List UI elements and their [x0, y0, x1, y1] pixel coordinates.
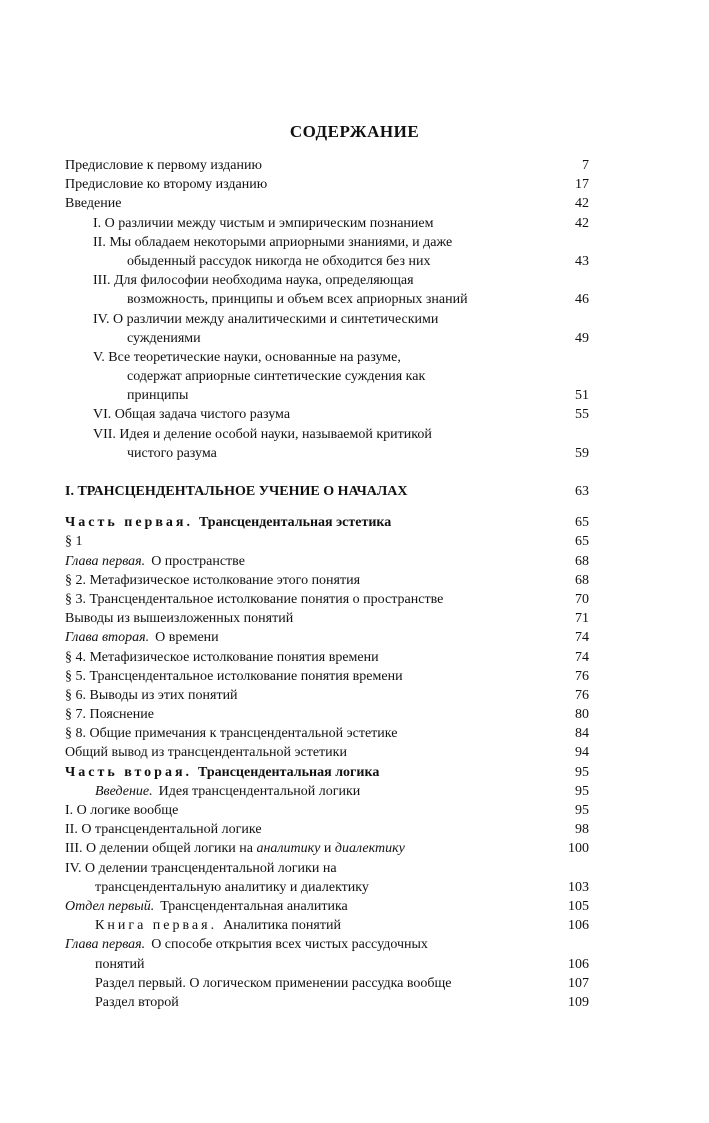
page-number: 80	[575, 707, 589, 723]
page-number: 42	[575, 196, 589, 212]
toc-entry[interactable]: Раздел второй 109	[65, 993, 589, 1012]
toc-entry[interactable]: § 8. Общие примечания к трансцендентальной эстетике 84	[65, 724, 589, 743]
page-number: 59	[575, 445, 589, 461]
page-number: 84	[575, 726, 589, 742]
toc-entry[interactable]: § 7. Пояснение 80	[65, 705, 589, 724]
toc-entry[interactable]: понятий 106	[65, 955, 589, 974]
toc-entry[interactable]: Раздел первый. О логическом применении рассудка вообще 107	[65, 974, 589, 993]
page-number: 17	[575, 177, 589, 193]
toc-entry[interactable]: Часть первая. Трансцендентальная эстетика 65	[65, 513, 589, 532]
page-number: 95	[575, 783, 589, 799]
page-number: 105	[568, 898, 589, 914]
page-number: 76	[575, 687, 589, 703]
toc-entry[interactable]: I. О логике вообще 95	[65, 801, 589, 820]
page-number: 76	[575, 668, 589, 684]
toc-entry[interactable]: возможность, принципы и объем всех априорных знаний 46	[65, 290, 589, 309]
page-number: 51	[575, 388, 589, 404]
toc-entry[interactable]: Введение 42	[65, 194, 589, 213]
toc-entry[interactable]: Общий вывод из трансцендентальной эстетики 94	[65, 743, 589, 762]
page-number: 71	[575, 611, 589, 627]
toc-entry[interactable]: Отдел первый. Трансцендентальная аналитика 105	[65, 897, 589, 916]
toc-entry[interactable]: III. О делении общей логики на аналитику и диалектику 100	[65, 839, 589, 858]
page-title: СОДЕРЖАНИЕ	[289, 122, 420, 141]
toc-entry[interactable]: § 3. Трансцендентальное истолкование понятия о пространстве 70	[65, 590, 589, 609]
toc-entry-line: VII. Идея и деление особой науки, называемой критикой	[93, 426, 432, 442]
page-number: 65	[575, 534, 589, 550]
page-number: 55	[575, 407, 589, 423]
toc-entry[interactable]: трансцендентальную аналитику и диалектику 103	[65, 878, 589, 897]
toc-entry[interactable]: обыденный рассудок никогда не обходится без них 43	[65, 252, 589, 271]
page-number: 74	[575, 649, 589, 665]
page-number: 109	[568, 994, 589, 1010]
page-number: 7	[582, 158, 589, 173]
toc-entry[interactable]: Предисловие ко второму изданию 17	[65, 175, 589, 194]
page-number: 106	[568, 918, 589, 934]
page-number: 95	[575, 803, 589, 818]
page-number: 68	[575, 572, 589, 588]
page-number: 63	[575, 484, 589, 499]
page-number: 65	[575, 515, 589, 531]
table-of-contents	[65, 156, 589, 1012]
toc-entry-line: IV. О делении трансцендентальной логики на	[65, 860, 337, 876]
page-number: 107	[568, 975, 589, 991]
page-number: 46	[575, 292, 589, 308]
page-number: 103	[568, 879, 589, 895]
page-number: 95	[575, 764, 589, 780]
toc-entry-line: содержат априорные синтетические суждения как	[127, 369, 426, 385]
toc-entry[interactable]: Книга первая. Аналитика понятий 106	[65, 916, 589, 935]
page-number: 49	[575, 330, 589, 346]
toc-entry[interactable]: Часть вторая. Трансцендентальная логика 95	[65, 763, 589, 782]
toc-entry[interactable]: VI. Общая задача чистого разума 55	[65, 405, 589, 424]
page-number: 68	[575, 553, 589, 569]
toc-entry-line: IV. О различии между аналитическими и синтетическими	[93, 311, 439, 327]
page-number: 74	[575, 630, 589, 646]
toc-entry[interactable]: § 5. Трансцендентальное истолкование понятия времени 76	[65, 667, 589, 686]
toc-entry[interactable]: § 6. Выводы из этих понятий 76	[65, 686, 589, 705]
toc-entry-line: Глава первая. О способе открытия всех чистых рассудочных	[65, 937, 428, 953]
toc-entry[interactable]: чистого разума 59	[65, 444, 589, 463]
page-number: 106	[568, 956, 589, 972]
page-number: 100	[568, 841, 589, 857]
toc-entry[interactable]: § 2. Метафизическое истолкование этого понятия 68	[65, 571, 589, 590]
toc-entry[interactable]: Введение. Идея трансцендентальной логики 95	[65, 782, 589, 801]
toc-entry[interactable]: Выводы из вышеизложенных понятий 71	[65, 609, 589, 628]
toc-entry[interactable]: принципы 51	[65, 386, 589, 405]
toc-section-heading[interactable]: I. ТРАНСЦЕНДЕНТАЛЬНОЕ УЧЕНИЕ О НАЧАЛАХ 63	[65, 482, 589, 501]
toc-entry-line: II. Мы обладаем некоторыми априорными знаниями, и даже	[93, 234, 453, 250]
toc-entry[interactable]: I. О различии между чистым и эмпирическим познанием 42	[65, 214, 589, 233]
toc-entry-line: III. Для философии необходима наука, определяющая	[93, 273, 414, 289]
toc-entry[interactable]: § 1 65	[65, 532, 589, 551]
page-number: 94	[575, 745, 589, 761]
page-number: 70	[575, 591, 589, 607]
toc-entry[interactable]: § 4. Метафизическое истолкование понятия времени 74	[65, 648, 589, 667]
page-number: 43	[575, 253, 589, 269]
toc-entry-line: V. Все теоретические науки, основанные на разуме,	[93, 349, 401, 365]
toc-entry[interactable]: Глава вторая. О времени 74	[65, 628, 589, 647]
page-number: 98	[575, 822, 589, 838]
toc-entry[interactable]: Предисловие к первому изданию 7	[65, 156, 589, 175]
toc-entry[interactable]: II. О трансцендентальной логике 98	[65, 820, 589, 839]
page-number: 42	[575, 215, 589, 231]
toc-entry[interactable]: суждениями 49	[65, 329, 589, 348]
toc-entry[interactable]: Глава первая. О пространстве 68	[65, 552, 589, 571]
